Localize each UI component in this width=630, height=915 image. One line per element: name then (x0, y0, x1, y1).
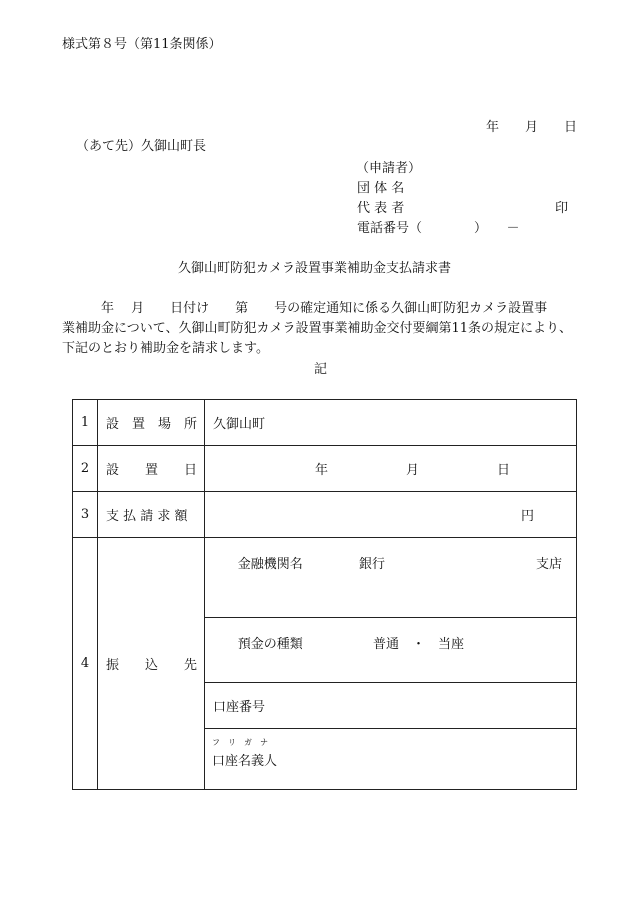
deposit-cell (205, 618, 577, 683)
table-row (73, 492, 577, 538)
transfer-label: 振 込 先 (98, 538, 205, 790)
bank-cell (205, 538, 577, 618)
phone-label: 電話番号（ ） － (357, 221, 520, 236)
install-date-value: 年 月 日 (205, 446, 577, 492)
install-location-value: 久御山町 (205, 400, 577, 446)
body-line-2: 業補助金について、久御山町防犯カメラ設置事業補助金交付要綱第11条の規定により、 (62, 321, 573, 336)
table-row (73, 446, 577, 492)
table-row (73, 400, 577, 446)
recipient: （あて先）久御山町長 (76, 139, 207, 154)
row-number: 3 (73, 492, 98, 538)
applicant-heading: （申請者） (356, 161, 422, 176)
document-title: 久御山町防犯カメラ設置事業補助金支払請求書 (178, 261, 452, 276)
body-line-3: 下記のとおり補助金を請求します。 (62, 341, 269, 356)
claim-table (72, 399, 577, 790)
row-number: 4 (73, 538, 98, 790)
body-line-1: 年 月 日付け 第 号の確定通知に係る久御山町防犯カメラ設置事 (101, 301, 548, 316)
form-number: 様式第８号（第11条関係） (62, 37, 222, 52)
ki-label: 記 (314, 362, 328, 377)
install-date-label: 設 置 日 (98, 446, 205, 492)
claim-amount-label: 支 払 請 求 額 (98, 492, 205, 538)
bank-suffix: 銀行 (359, 557, 386, 572)
account-holder-cell (205, 729, 577, 790)
claim-amount-value: 円 (205, 492, 577, 538)
representative-label: 代 表 者 (357, 201, 405, 216)
row-number: 1 (73, 400, 98, 446)
row-number: 2 (73, 446, 98, 492)
deposit-type-value: 普通 ・ 当座 (373, 637, 465, 652)
account-holder-label: 口座名義人 (212, 754, 278, 769)
table-row (73, 538, 577, 618)
furigana-label: フ リ ガ ナ (212, 738, 268, 747)
date-line: 年 月 日 (486, 120, 578, 135)
account-number-label: 口座番号 (205, 683, 577, 729)
seal-mark: 印 (555, 201, 569, 216)
install-location-label: 設 置 場 所 (98, 400, 205, 446)
branch-suffix: 支店 (535, 557, 562, 572)
group-name-label: 団 体 名 (357, 181, 405, 196)
bank-name-label: 金融機関名 (237, 557, 303, 572)
deposit-type-label: 預金の種類 (237, 637, 303, 652)
